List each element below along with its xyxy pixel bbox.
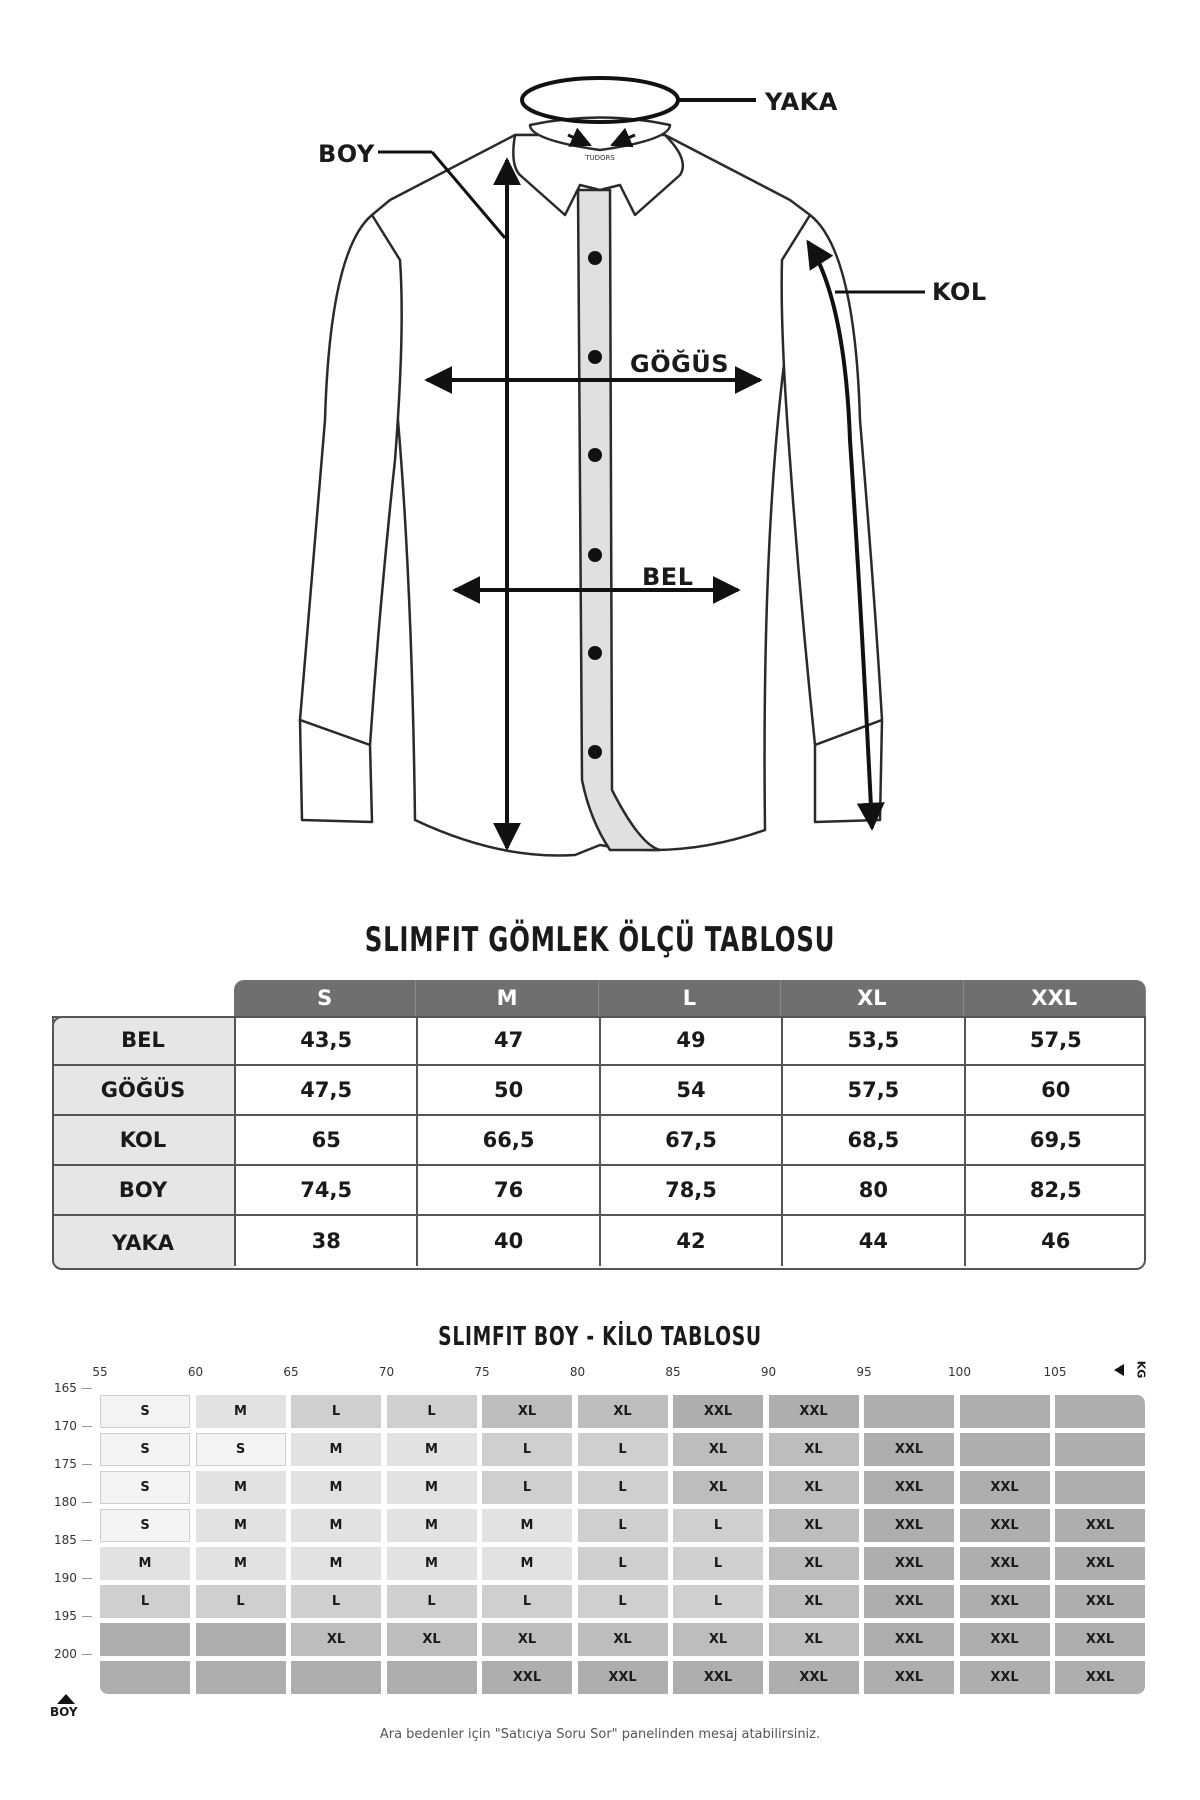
size-cell: 69,5 xyxy=(964,1116,1146,1166)
boy-kilo-cell: XXL xyxy=(960,1623,1050,1656)
size-row-label: KOL xyxy=(52,1116,234,1166)
size-cell: 65 xyxy=(234,1116,416,1166)
boy-kilo-cell: L xyxy=(482,1471,572,1504)
size-cell: 53,5 xyxy=(781,1016,963,1066)
boy-tick: 180 xyxy=(54,1495,77,1509)
boy-kilo-cell: XL xyxy=(769,1547,859,1580)
boy-kilo-cell xyxy=(960,1433,1050,1466)
size-table-title: SLIMFIT GÖMLEK ÖLÇÜ TABLOSU xyxy=(364,920,836,960)
label-boy: BOY xyxy=(318,140,375,168)
size-header-l: L xyxy=(599,980,781,1016)
boy-kilo-cell: XL xyxy=(578,1395,668,1428)
boy-kilo-cell: M xyxy=(482,1547,572,1580)
size-cell: 80 xyxy=(781,1166,963,1216)
boy-kilo-cell: S xyxy=(100,1395,190,1428)
boy-kilo-cell: XXL xyxy=(864,1547,954,1580)
size-cell: 67,5 xyxy=(599,1116,781,1166)
size-cell: 60 xyxy=(964,1066,1146,1116)
boy-kilo-cell: L xyxy=(291,1585,381,1618)
boy-kilo-cell: XXL xyxy=(482,1661,572,1694)
boy-kilo-cell xyxy=(1055,1395,1145,1428)
boy-kilo-cell: L xyxy=(196,1585,286,1618)
boy-kilo-cell: L xyxy=(578,1509,668,1542)
boy-kilo-cell: XL xyxy=(673,1471,763,1504)
boy-kilo-cell: XXL xyxy=(864,1509,954,1542)
footnote: Ara bedenler için "Satıcıya Soru Sor" panelinden mesaj atabilirsiniz. xyxy=(379,1727,821,1742)
size-cell: 74,5 xyxy=(234,1166,416,1216)
size-cell: 43,5 xyxy=(234,1016,416,1066)
boy-kilo-cell xyxy=(100,1623,190,1656)
boy-kilo-cell: XXL xyxy=(1055,1661,1145,1694)
size-cell: 68,5 xyxy=(781,1116,963,1166)
boy-kilo-cell: L xyxy=(100,1585,190,1618)
boy-kilo-cell: M xyxy=(291,1433,381,1466)
kg-tick: 100 xyxy=(948,1365,971,1379)
boy-kilo-cell: L xyxy=(673,1509,763,1542)
boy-kilo-cell xyxy=(100,1661,190,1694)
boy-kilo-cell xyxy=(196,1623,286,1656)
size-header-m: M xyxy=(416,980,598,1016)
boy-kilo-cell: M xyxy=(291,1509,381,1542)
boy-kilo-cell: M xyxy=(387,1433,477,1466)
size-cell: 66,5 xyxy=(416,1116,598,1166)
kg-tick: 60 xyxy=(187,1365,204,1379)
kg-arrow-icon xyxy=(1112,1363,1126,1377)
boy-kilo-cell: XXL xyxy=(769,1395,859,1428)
kg-tick: 65 xyxy=(283,1365,299,1379)
boy-kilo-cell: XXL xyxy=(1055,1585,1145,1618)
size-cell: 47 xyxy=(416,1016,598,1066)
size-header-s: S xyxy=(234,980,416,1016)
boy-kilo-cell: S xyxy=(196,1433,286,1466)
boy-kilo-cell: XXL xyxy=(864,1623,954,1656)
boy-kilo-cell: XXL xyxy=(769,1661,859,1694)
boy-kilo-cell: L xyxy=(578,1433,668,1466)
boy-kilo-cell: XL xyxy=(291,1623,381,1656)
boy-kilo-cell: XL xyxy=(769,1623,859,1656)
boy-tick: 200 xyxy=(54,1647,77,1661)
size-cell: 49 xyxy=(599,1016,781,1066)
boy-kilo-cell: L xyxy=(673,1547,763,1580)
label-yaka: YAKA xyxy=(765,88,838,116)
boy-kilo-cell: XXL xyxy=(960,1661,1050,1694)
boy-tick: 175 xyxy=(54,1457,77,1471)
kg-tick: 55 xyxy=(92,1365,108,1379)
boy-kilo-cell: XL xyxy=(673,1433,763,1466)
boy-kilo-cell: L xyxy=(578,1547,668,1580)
boy-tick: 165 xyxy=(54,1381,77,1395)
size-cell: 82,5 xyxy=(964,1166,1146,1216)
boy-kilo-cell: XXL xyxy=(960,1471,1050,1504)
boy-tick: 190 xyxy=(54,1571,77,1585)
boy-kilo-cell: L xyxy=(482,1433,572,1466)
boy-kilo-cell: M xyxy=(196,1395,286,1428)
boy-kilo-cell: L xyxy=(673,1585,763,1618)
boy-kilo-cell: M xyxy=(196,1471,286,1504)
kg-tick: 95 xyxy=(856,1365,872,1379)
boy-kilo-cell: S xyxy=(100,1433,190,1466)
boy-kilo-cell: XXL xyxy=(673,1661,763,1694)
size-cell: 46 xyxy=(964,1216,1146,1266)
boy-kilo-cell: XXL xyxy=(960,1585,1050,1618)
boy-kilo-cell: S xyxy=(100,1471,190,1504)
boy-kilo-cell: M xyxy=(291,1471,381,1504)
size-row-label: BEL xyxy=(52,1016,234,1066)
boy-kilo-cell: XL xyxy=(769,1509,859,1542)
size-cell: 47,5 xyxy=(234,1066,416,1116)
boy-kilo-title: SLIMFIT BOY - KİLO TABLOSU xyxy=(438,1322,762,1352)
boy-unit-label: BOY xyxy=(50,1705,78,1719)
boy-tick: 170 xyxy=(54,1419,77,1433)
boy-kilo-cell: L xyxy=(482,1585,572,1618)
boy-kilo-cell: M xyxy=(100,1547,190,1580)
size-cell: 44 xyxy=(781,1216,963,1266)
boy-kilo-cell: XXL xyxy=(960,1547,1050,1580)
boy-kilo-cell: XXL xyxy=(1055,1547,1145,1580)
boy-kilo-cell: M xyxy=(291,1547,381,1580)
boy-kilo-cell: XL xyxy=(769,1471,859,1504)
boy-arrow-icon xyxy=(55,1693,77,1705)
boy-kilo-cell: L xyxy=(387,1585,477,1618)
kg-tick: 80 xyxy=(569,1365,586,1379)
boy-kilo-cell: XXL xyxy=(1055,1623,1145,1656)
shirt-illustration xyxy=(0,0,1200,880)
size-cell: 57,5 xyxy=(781,1066,963,1116)
boy-kilo-cell: M xyxy=(196,1547,286,1580)
size-cell: 38 xyxy=(234,1216,416,1266)
size-cell: 50 xyxy=(416,1066,598,1116)
shirt-diagram xyxy=(0,0,1200,880)
size-cell: 54 xyxy=(599,1066,781,1116)
boy-kilo-cell: XL xyxy=(769,1433,859,1466)
boy-kilo-cell xyxy=(291,1661,381,1694)
size-header-xl: XL xyxy=(781,980,963,1016)
kg-tick: 70 xyxy=(378,1365,395,1379)
boy-kilo-cell: XL xyxy=(673,1623,763,1656)
boy-kilo-cell: M xyxy=(196,1509,286,1542)
boy-kilo-cell: XXL xyxy=(960,1509,1050,1542)
boy-kilo-cell: XL xyxy=(482,1623,572,1656)
boy-kilo-cell: XXL xyxy=(864,1433,954,1466)
collar-logo-text: TUDORS xyxy=(585,154,615,162)
boy-kilo-cell: L xyxy=(291,1395,381,1428)
label-gogus: GÖĞÜS xyxy=(630,350,730,378)
label-bel: BEL xyxy=(642,563,694,591)
boy-kilo-cell: XXL xyxy=(864,1471,954,1504)
boy-kilo-cell: M xyxy=(482,1509,572,1542)
boy-kilo-cell: M xyxy=(387,1509,477,1542)
size-cell: 42 xyxy=(599,1216,781,1266)
label-kol: KOL xyxy=(932,278,987,306)
boy-kilo-cell: L xyxy=(578,1585,668,1618)
boy-kilo-cell xyxy=(196,1661,286,1694)
boy-kilo-cell: XXL xyxy=(864,1661,954,1694)
boy-kilo-cell: XXL xyxy=(864,1585,954,1618)
boy-kilo-table xyxy=(0,1355,1200,1755)
boy-kilo-cell: S xyxy=(100,1509,190,1542)
boy-tick: 185 xyxy=(54,1533,77,1547)
boy-kilo-cell: XL xyxy=(387,1623,477,1656)
boy-kilo-cell: XXL xyxy=(673,1395,763,1428)
size-cell: 76 xyxy=(416,1166,598,1216)
size-cell: 40 xyxy=(416,1216,598,1266)
boy-kilo-cell xyxy=(1055,1471,1145,1504)
boy-kilo-cell: XL xyxy=(769,1585,859,1618)
size-table xyxy=(52,980,1146,1270)
kg-unit-label: KG xyxy=(1134,1360,1148,1379)
boy-kilo-cell: L xyxy=(387,1395,477,1428)
size-header-xxl: XXL xyxy=(964,980,1146,1016)
boy-kilo-cell: L xyxy=(578,1471,668,1504)
kg-tick: 90 xyxy=(760,1365,777,1379)
boy-kilo-cell: M xyxy=(387,1471,477,1504)
size-row-label: BOY xyxy=(52,1166,234,1216)
boy-kilo-cell: XXL xyxy=(578,1661,668,1694)
boy-kilo-cell xyxy=(1055,1433,1145,1466)
boy-kilo-cell xyxy=(960,1395,1050,1428)
kg-tick: 75 xyxy=(474,1365,490,1379)
size-row-label: GÖĞÜS xyxy=(52,1066,234,1116)
boy-kilo-cell: M xyxy=(387,1547,477,1580)
size-label-frame xyxy=(52,1016,234,1270)
boy-tick: 195 xyxy=(54,1609,77,1623)
boy-kilo-cell: XL xyxy=(482,1395,572,1428)
boy-kilo-cell: XL xyxy=(578,1623,668,1656)
kg-tick: 105 xyxy=(1043,1365,1067,1379)
boy-kilo-cell xyxy=(387,1661,477,1694)
kg-tick: 85 xyxy=(665,1365,681,1379)
boy-kilo-cell xyxy=(864,1395,954,1428)
size-cell: 57,5 xyxy=(964,1016,1146,1066)
size-cell: 78,5 xyxy=(599,1166,781,1216)
boy-kilo-cell: XXL xyxy=(1055,1509,1145,1542)
size-row-label: YAKA xyxy=(52,1216,234,1270)
